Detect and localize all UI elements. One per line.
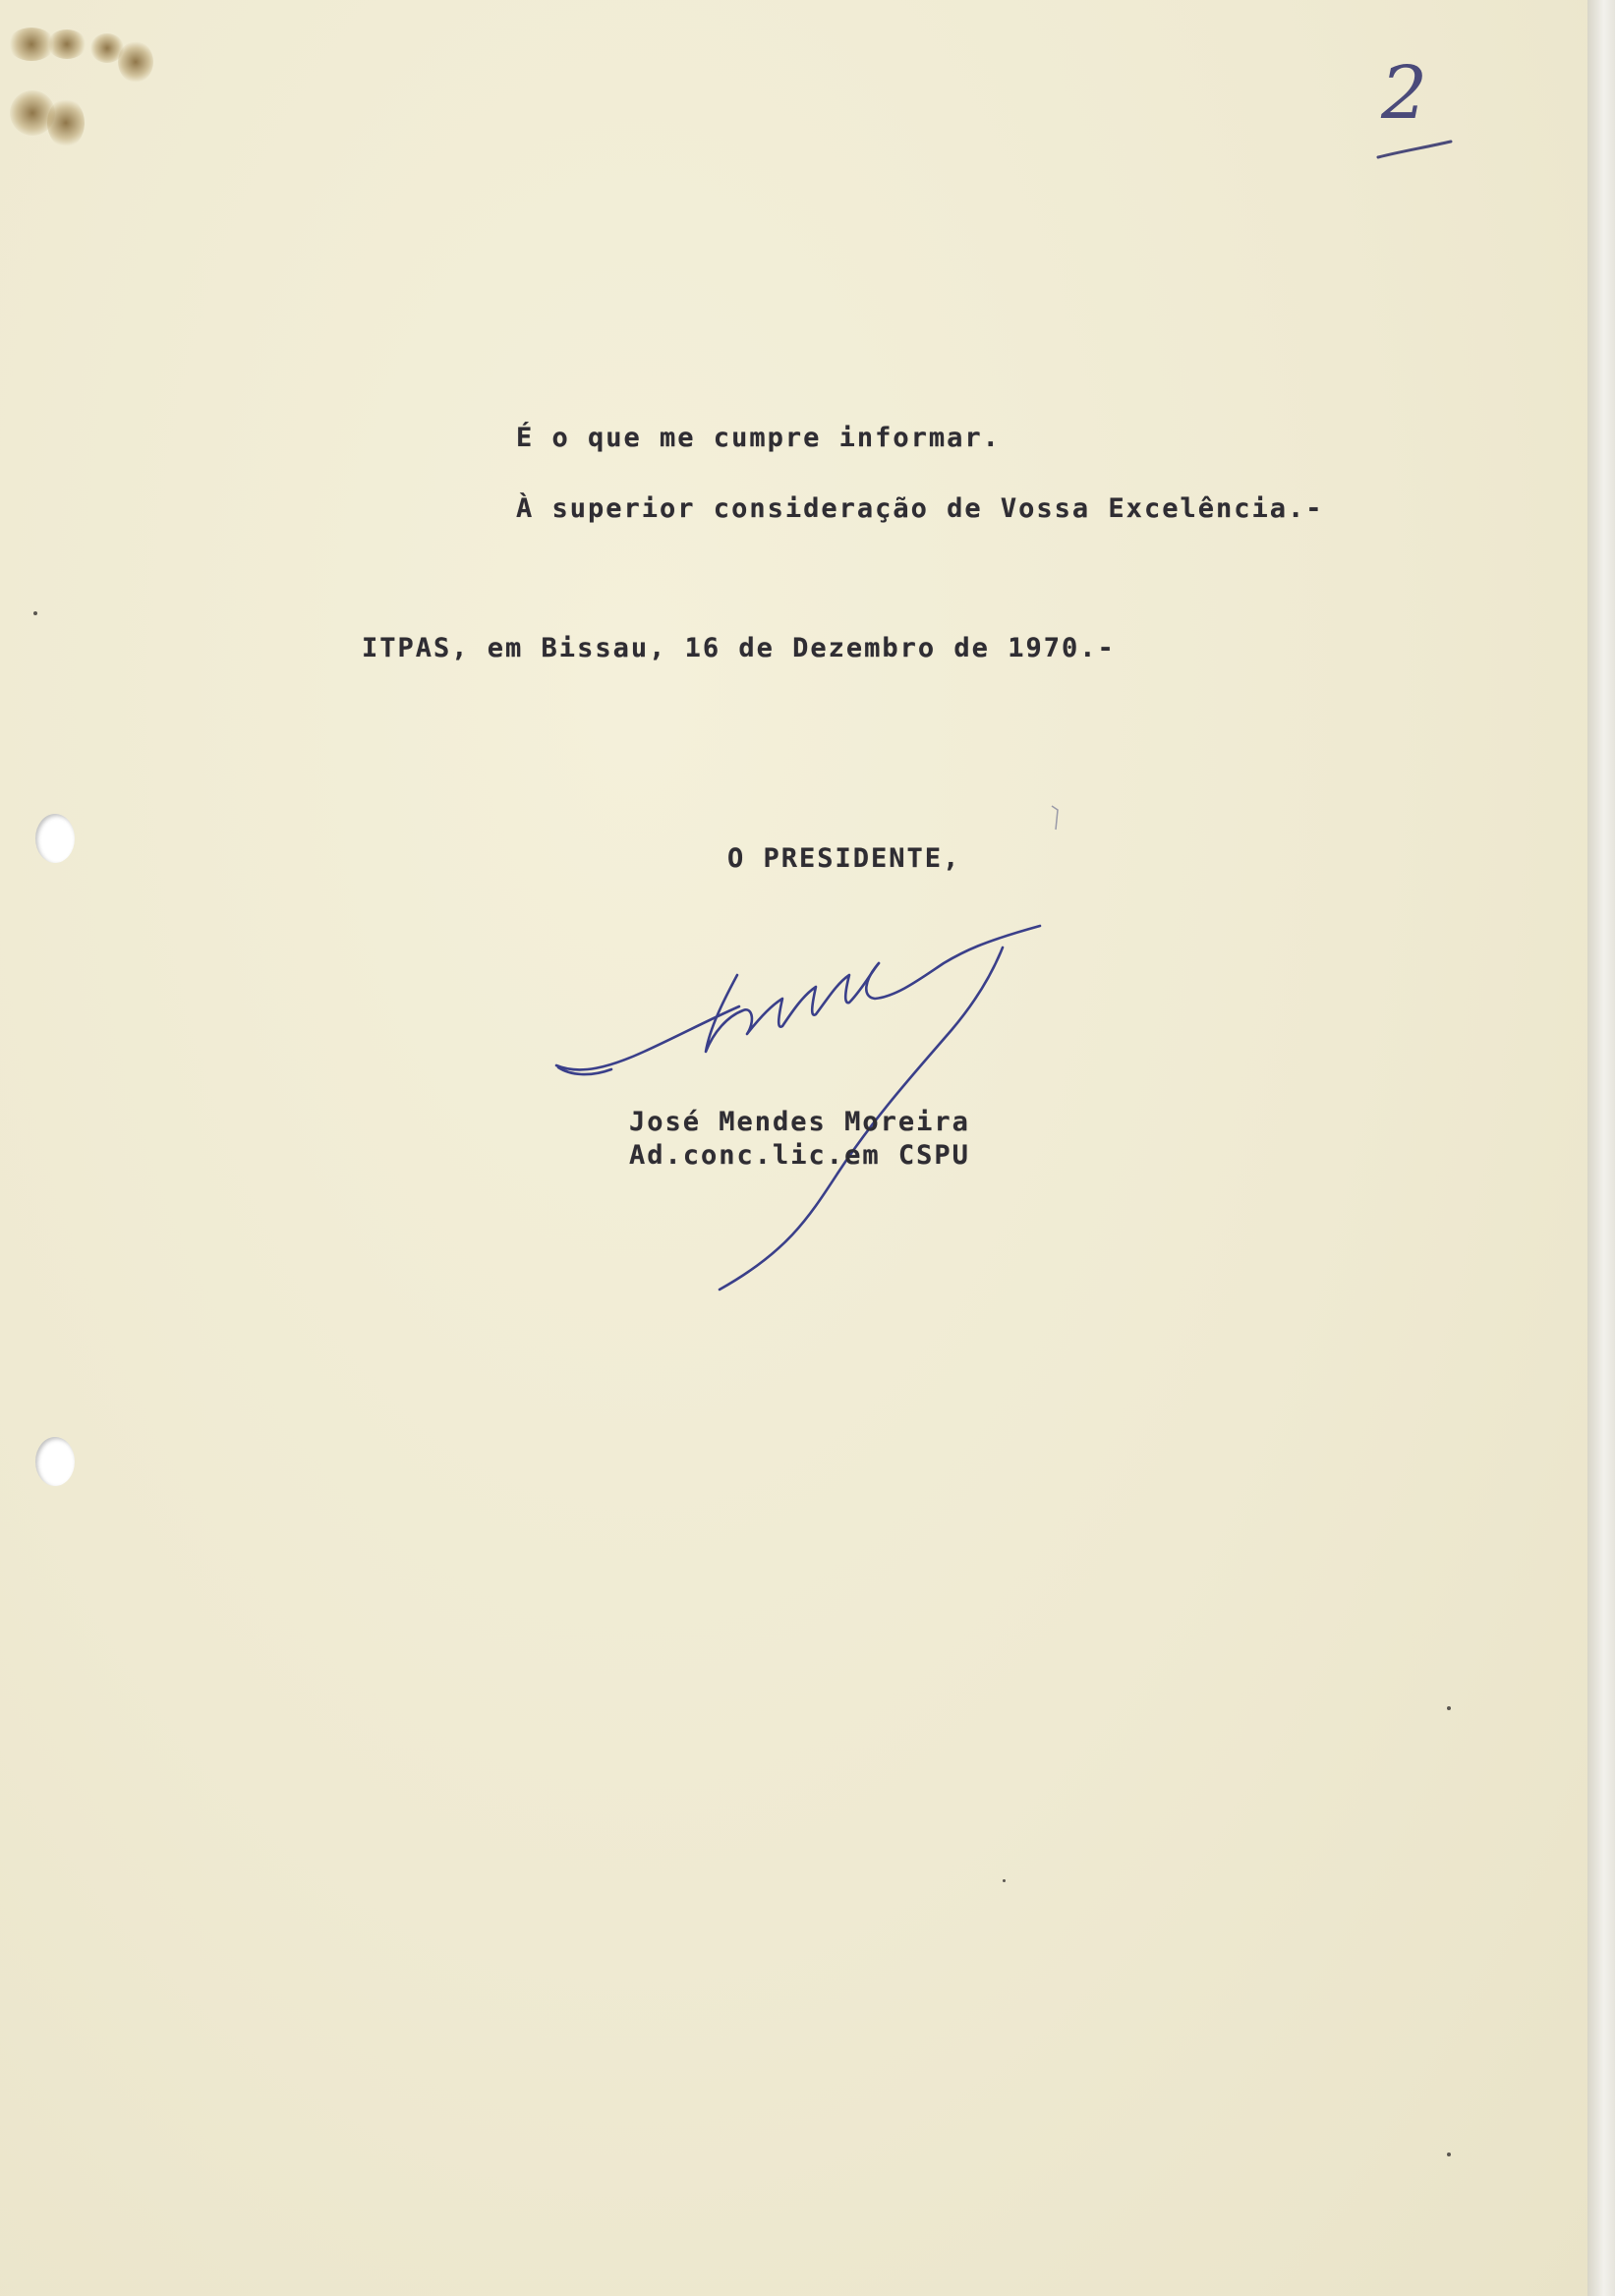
- body-line-2: À superior consideração de Vossa Excelência.-: [516, 493, 1324, 524]
- handwritten-page-number: 2: [1381, 51, 1428, 136]
- pencil-tick: [1048, 804, 1062, 833]
- signatory-title: Ad.conc.lic.em CSPU: [629, 1140, 970, 1171]
- body-line-1: É o que me cumpre informar.: [516, 423, 1001, 453]
- scan-edge: [1587, 0, 1615, 2296]
- paper-speck: [1003, 1879, 1006, 1882]
- paper-speck: [1447, 1706, 1451, 1710]
- stain-mark: [47, 29, 87, 59]
- binder-hole: [35, 1437, 75, 1486]
- handwritten-signature: [550, 914, 1062, 1297]
- stain-mark: [47, 98, 85, 147]
- binder-hole: [35, 814, 75, 863]
- paper-speck: [1447, 2152, 1451, 2156]
- page-number-underline: [1376, 136, 1455, 165]
- paper-speck: [33, 611, 37, 615]
- signatory-name: José Mendes Moreira: [629, 1107, 970, 1137]
- signatory-role: O PRESIDENTE,: [727, 843, 961, 874]
- stain-mark: [118, 41, 153, 83]
- place-and-date: ITPAS, em Bissau, 16 de Dezembro de 1970.-: [362, 633, 1116, 663]
